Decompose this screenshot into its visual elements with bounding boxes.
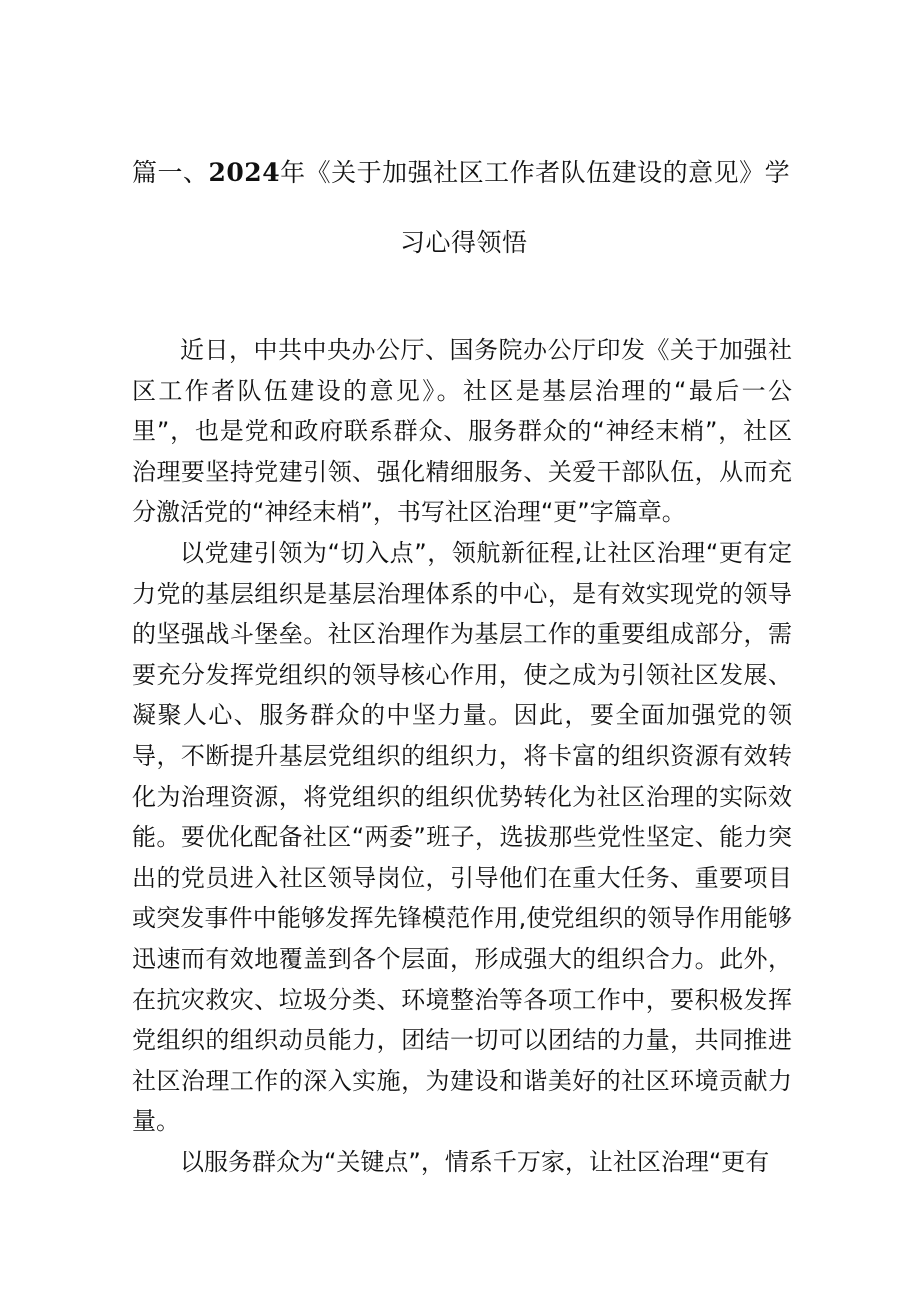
title-suffix: 年《关于加强社区工作者队伍建设的意见》学 (280, 158, 791, 187)
paragraph-3: 以服务群众为“关键点”，情系千万家，让社区治理“更有 (180, 1147, 770, 1176)
paragraph-1: 近日，中共中央办公厅、国务院办公厅印发《关于加强社区工作者队伍建设的意见》。社区是基层治理的“最后一公里”，也是党和政府联系群众、服务群众的“神经末梢”，社区治理要坚持党建引领、强化精细服务、关爱干部队伍，从而充分激活党的“神经末梢”，书写社区治理“更”字篇章。 (132, 336, 792, 527)
title-prefix: 篇一、 (132, 158, 209, 187)
paragraph-2: 以党建引领为“切入点”，领航新征程,让社区治理“更有定力党的基层组织是基层治理体系的中心，是有效实现党的领导的坚强战斗堡垒。社区治理作为基层工作的重要组成部分，需要充分发挥党组织的领导核心作用，使之成为引领社区发展、凝聚人心、服务群众的中坚力量。因此，要全面加强党的领导，不断提升基层党组织的组织力，将卡富的组织资源有效转化为治理资源，将党组织的组织优势转化为社区治理的实际效能。要优化配备社区“两委”班子，选拔那些党性坚定、能力突出的党员进入社区领导岗位，引导他们在重大任务、重要项目或突发事件中能够发挥先锋模范作用,使党组织的领导作用能够迅速而有效地覆盖到各个层面，形成强大的组织合力。此外，在抗灾救灾、垃圾分类、环境整治等各项工作中，要积极发挥党组织的组织动员能力，团结一切可以团结的力量，共同推进社区治理工作的深入实施，为建设和谐美好的社区环境贡献力量。 (132, 538, 792, 1136)
title-year: 2024 (208, 158, 281, 187)
document-body (132, 330, 792, 1182)
document-title-line-1 (132, 158, 790, 188)
document-title-line-2: 习心得领悟 (400, 228, 528, 257)
